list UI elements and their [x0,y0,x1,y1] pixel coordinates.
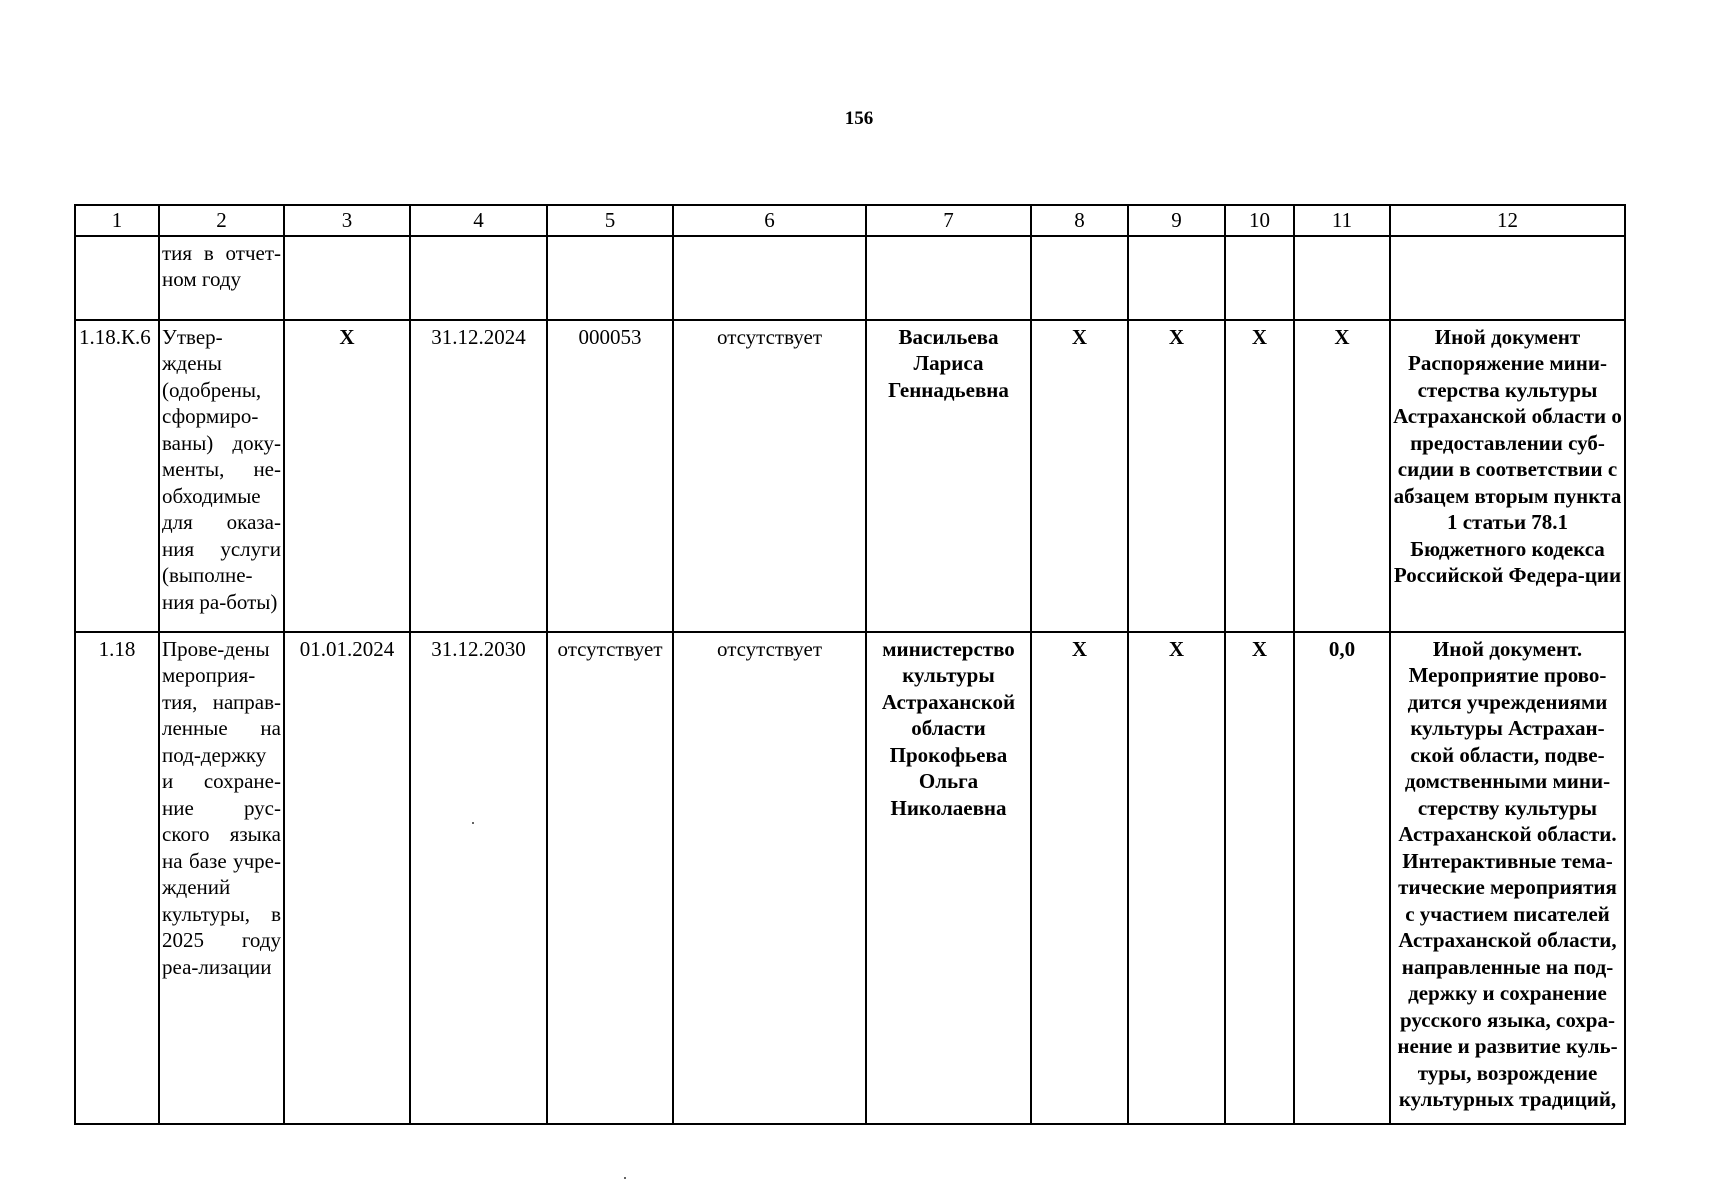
table-row [75,320,1625,632]
cell-number: 1.18 [75,632,159,1124]
cell-col9 [1128,236,1225,320]
header-cell: 9 [1128,205,1225,236]
cell-col6 [673,236,866,320]
cell-code [547,236,673,320]
cell-description: тия в отчет-ном году [159,236,284,320]
header-cell: 12 [1390,205,1625,236]
cell-start-date: Х [284,320,410,632]
cell-document: Иной документ. Мероприятие прово-дится учреждениями культуры Астрахан-ской области, подве-домственными мини-стерству культуры Астраханской области. Интерактивные тема-тические мероприятия с участием писателей Астраханской области, направленные на под-держку и сохранение русского языка, сохра-нение и развитие куль-туры, возрождение культурных традиций, [1390,632,1625,1124]
cell-document [1390,236,1625,320]
cell-document: Иной документ Распоряжение мини-стерства культуры Астраханской области о предоставлении суб-сидии в соответствии с абзацем вторым пункта 1 статьи 78.1 Бюджетного кодекса Российской Федера-ции [1390,320,1625,632]
scan-speck [624,1177,626,1179]
scan-speck [472,822,474,824]
cell-responsible: Васильева Лариса Геннадьевна [866,320,1031,632]
cell-col9: Х [1128,320,1225,632]
cell-responsible [866,236,1031,320]
cell-col6: отсутствует [673,320,866,632]
table-row [75,632,1625,1124]
cell-col11: 0,0 [1294,632,1390,1124]
cell-code: отсутствует [547,632,673,1124]
cell-end-date [410,236,547,320]
cell-responsible: министерство культуры Астраханской области Прокофьева Ольга Николаевна [866,632,1031,1124]
cell-end-date: 31.12.2030 [410,632,547,1124]
header-cell: 5 [547,205,673,236]
cell-col8: Х [1031,320,1128,632]
header-cell: 8 [1031,205,1128,236]
header-cell: 1 [75,205,159,236]
cell-end-date: 31.12.2024 [410,320,547,632]
cell-col10: Х [1225,320,1294,632]
cell-number [75,236,159,320]
cell-col8: Х [1031,632,1128,1124]
cell-col6: отсутствует [673,632,866,1124]
header-row [75,205,1625,236]
cell-col10 [1225,236,1294,320]
header-cell: 6 [673,205,866,236]
header-cell: 11 [1294,205,1390,236]
cell-description: Прове-дены мероприя-тия, направ-ленные на под-держку и сохране-ние рус-ского языка на базе учре-ждений культуры, в 2025 году реа-лизации [159,632,284,1124]
header-cell: 3 [284,205,410,236]
cell-col11 [1294,236,1390,320]
cell-code: 000053 [547,320,673,632]
cell-number: 1.18.К.6 [75,320,159,632]
cell-col10: Х [1225,632,1294,1124]
cell-start-date: 01.01.2024 [284,632,410,1124]
document-table [74,204,1626,1125]
header-cell: 10 [1225,205,1294,236]
cell-col9: Х [1128,632,1225,1124]
header-cell: 7 [866,205,1031,236]
header-cell: 2 [159,205,284,236]
cell-col8 [1031,236,1128,320]
page-number: 156 [844,108,874,129]
header-cell: 4 [410,205,547,236]
table-row [75,236,1625,320]
cell-description: Утвер-ждены (одобрены, сформиро-ваны) доку-менты, не-обходимые для оказа-ния услуги (выполне-ния ра-боты) [159,320,284,632]
cell-start-date [284,236,410,320]
cell-col11: Х [1294,320,1390,632]
